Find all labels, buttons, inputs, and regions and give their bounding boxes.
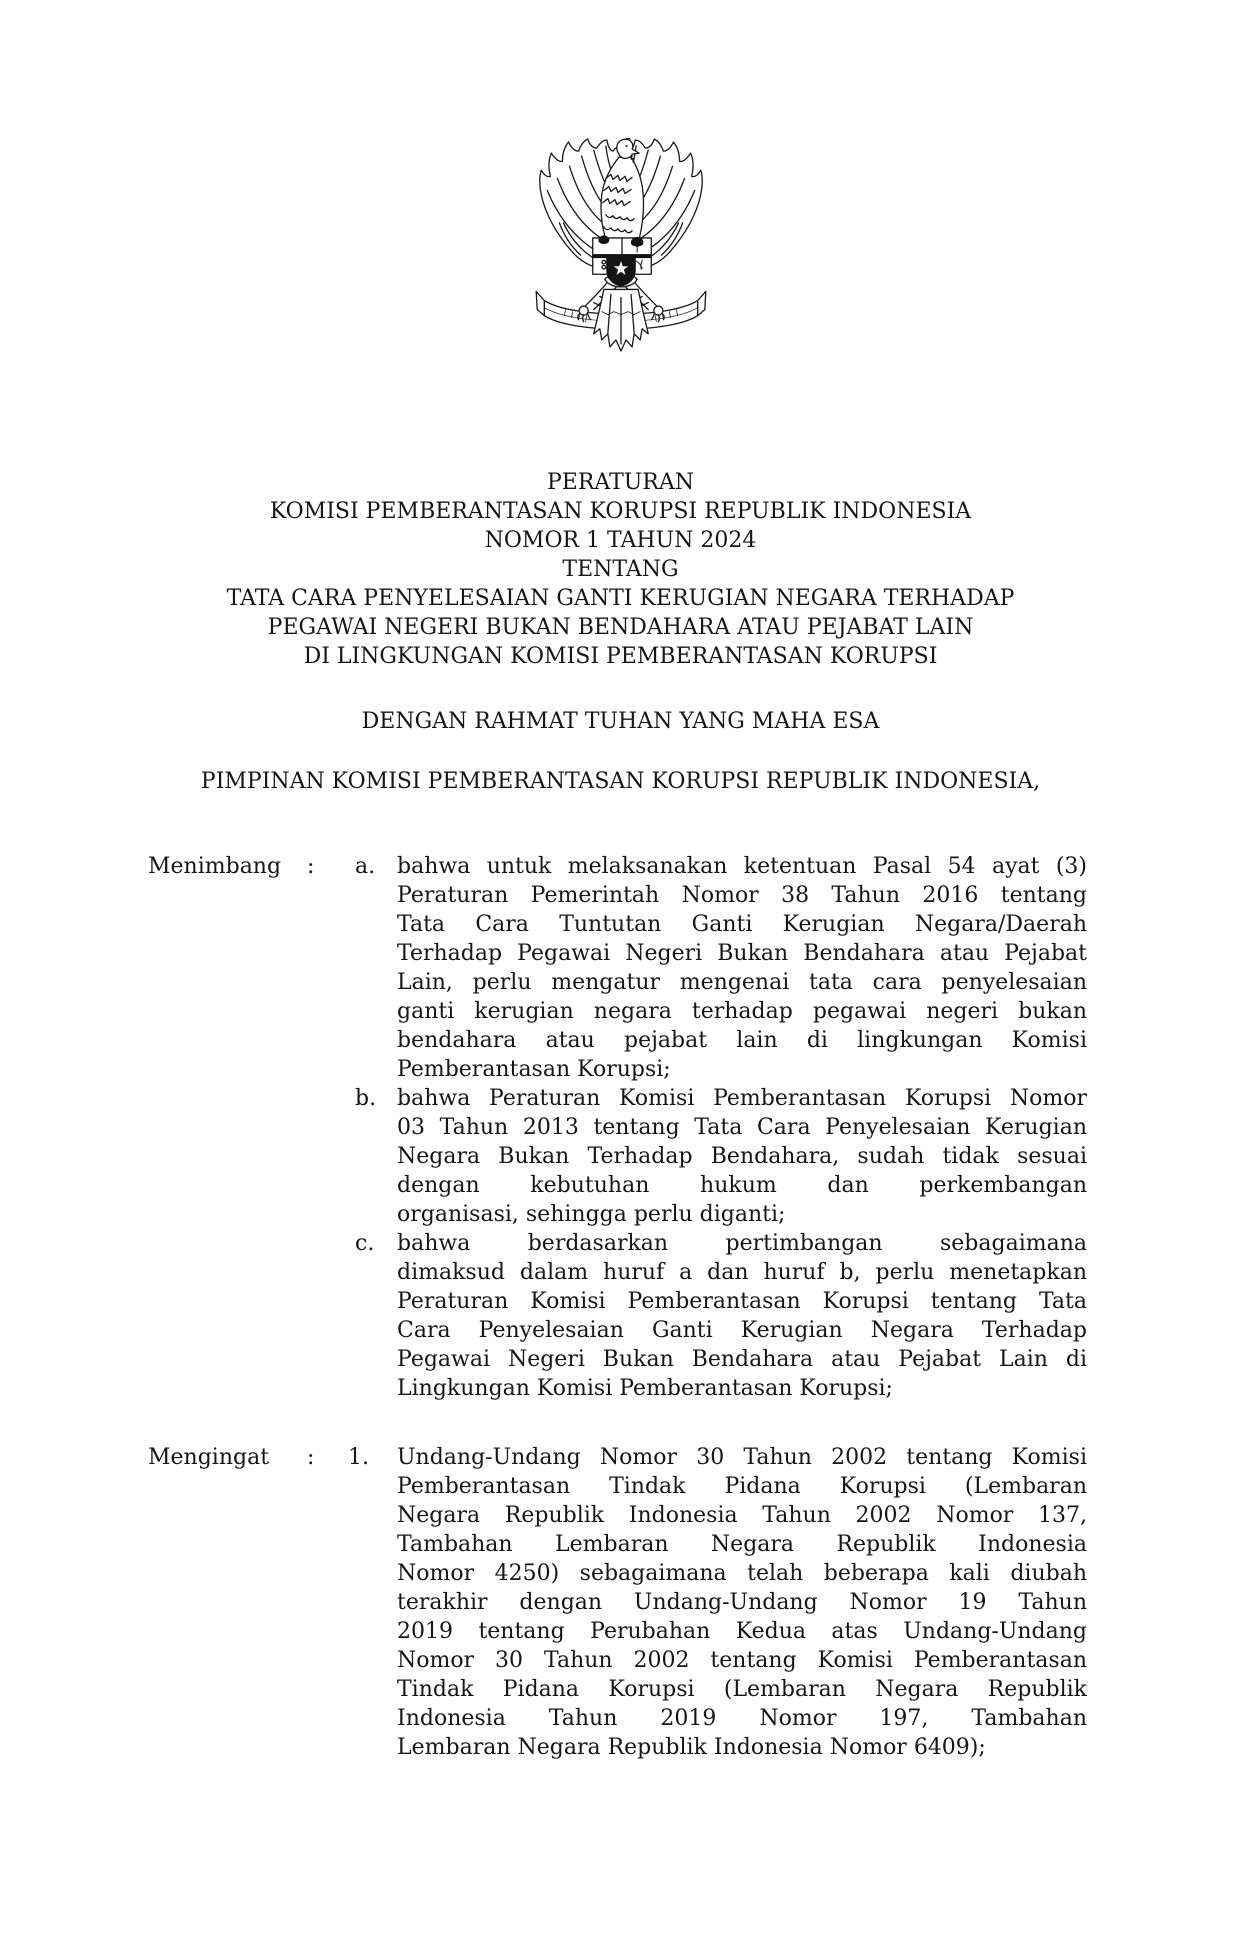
text-line: Undang-Undang Nomor 30 Tahun 2002 tentang Komisi — [397, 1445, 1087, 1470]
text-line: Peraturan Komisi Pemberantasan Korupsi tentang Tata — [397, 1289, 1087, 1314]
title-line: PERATURAN — [546, 470, 695, 495]
text-line: Tindak Pidana Korupsi (Lembaran Negara Republik — [397, 1677, 1087, 1702]
text-line: bahwa untuk melaksanakan ketentuan Pasal 54 ayat (3) — [397, 854, 1087, 879]
text-line: Tambahan Lembaran Negara Republik Indonesia — [397, 1532, 1087, 1557]
title-line: PEGAWAI NEGERI BUKAN BENDAHARA ATAU PEJABAT LAIN — [267, 615, 974, 640]
title-line: DI LINGKUNGAN KOMISI PEMBERANTASAN KORUPSI — [303, 644, 938, 669]
section-label: Mengingat — [148, 1445, 270, 1470]
section-colon: : — [307, 854, 315, 879]
text-line: Terhadap Pegawai Negeri Bukan Bendahara atau Pejabat — [397, 941, 1087, 966]
text-line: Indonesia Tahun 2019 Nomor 197, Tambahan — [397, 1706, 1087, 1731]
text-line: Tata Cara Tuntutan Ganti Kerugian Negara/Daerah — [397, 912, 1087, 937]
text-line: Peraturan Pemerintah Nomor 38 Tahun 2016 tentang — [397, 883, 1087, 908]
text-line: Nomor 4250) sebagaimana telah beberapa kali diubah — [397, 1561, 1087, 1586]
preamble-item-a — [355, 852, 1087, 1084]
title-line: NOMOR 1 TAHUN 2024 — [484, 528, 757, 553]
text-line: Lembaran Negara Republik Indonesia Nomor 6409); — [397, 1735, 986, 1760]
preamble-item-b — [355, 1084, 1087, 1229]
text-line: 03 Tahun 2013 tentang Tata Cara Penyelesaian Kerugian — [397, 1115, 1087, 1140]
text-line: terakhir dengan Undang-Undang Nomor 19 Tahun — [397, 1590, 1087, 1615]
section-label: Menimbang — [148, 854, 282, 879]
text-line: bendahara atau pejabat lain di lingkungan Komisi — [397, 1028, 1087, 1053]
text-line: bahwa Peraturan Komisi Pemberantasan Korupsi Nomor — [397, 1086, 1087, 1111]
preamble-item-c — [355, 1229, 1087, 1403]
item-marker: b. — [355, 1086, 377, 1111]
title-line: KOMISI PEMBERANTASAN KORUPSI REPUBLIK INDONESIA — [269, 499, 972, 524]
regulation-title — [0, 468, 1241, 671]
garuda-pancasila-emblem — [535, 138, 707, 352]
preamble-item-1 — [348, 1443, 1087, 1762]
text-line: Cara Penyelesaian Ganti Kerugian Negara Terhadap — [397, 1318, 1087, 1343]
text-line: Pemberantasan Korupsi; — [397, 1057, 671, 1082]
title-line: TENTANG — [562, 557, 679, 582]
preamble-section-mengingat — [148, 1443, 1087, 1762]
text-line: ganti kerugian negara terhadap pegawai negeri bukan — [397, 999, 1087, 1024]
text-line: dimaksud dalam huruf a dan huruf b, perlu menetapkan — [397, 1260, 1087, 1285]
invocation-line: DENGAN RAHMAT TUHAN YANG MAHA ESA — [361, 709, 880, 734]
text-line: Pemberantasan Tindak Pidana Korupsi (Lembaran — [397, 1474, 1087, 1499]
text-line: Lain, perlu mengatur mengenai tata cara penyelesaian — [397, 970, 1087, 995]
item-marker: 1. — [348, 1445, 369, 1470]
item-marker: a. — [355, 854, 376, 879]
preamble-sections — [0, 852, 1241, 1762]
text-line: Lingkungan Komisi Pemberantasan Korupsi; — [397, 1376, 893, 1401]
text-line: Pegawai Negeri Bukan Bendahara atau Pejabat Lain di — [397, 1347, 1087, 1372]
section-colon: : — [307, 1445, 315, 1470]
text-line: Nomor 30 Tahun 2002 tentang Komisi Pemberantasan — [397, 1648, 1087, 1673]
text-line: bahwa berdasarkan pertimbangan sebagaimana — [397, 1231, 1087, 1256]
text-line: Negara Bukan Terhadap Bendahara, sudah tidak sesuai — [397, 1144, 1087, 1169]
text-line: Negara Republik Indonesia Tahun 2002 Nomor 137, — [397, 1503, 1087, 1528]
text-line: dengan kebutuhan hukum dan perkembangan — [397, 1173, 1087, 1198]
enacting-authority-line: PIMPINAN KOMISI PEMBERANTASAN KORUPSI REPUBLIK INDONESIA, — [200, 769, 1041, 794]
preamble-section-menimbang — [148, 852, 1087, 1403]
text-line: organisasi, sehingga perlu diganti; — [397, 1202, 786, 1227]
text-line: 2019 tentang Perubahan Kedua atas Undang-Undang — [397, 1619, 1087, 1644]
item-marker: c. — [355, 1231, 375, 1256]
title-line: TATA CARA PENYELESAIAN GANTI KERUGIAN NEGARA TERHADAP — [226, 586, 1015, 611]
